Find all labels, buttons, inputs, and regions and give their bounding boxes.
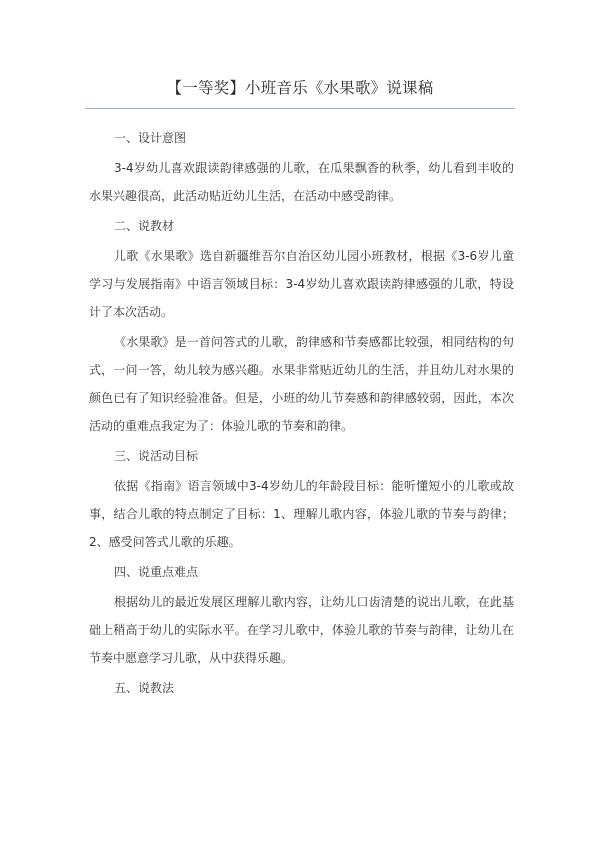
paragraph: 3-4岁幼儿喜欢跟读韵律感强的儿歌，在瓜果飘香的秋季，幼儿看到丰收的水果兴趣很高，此活动贴近幼儿生活，在活动中感受韵律。 (89, 161, 514, 203)
page-title: 【一等奖】小班音乐《水果歌》说课稿 (166, 79, 434, 97)
section-heading: 二、说教材 (114, 219, 175, 233)
section-activity-goals (89, 442, 514, 556)
section-heading: 四、说重点难点 (114, 565, 199, 579)
paragraph: 儿歌《水果歌》选自新疆维吾尔自治区幼儿园小班教材，根据《3-6岁儿童学习与发展指南》中语言领域目标：3-4岁幼儿喜欢跟读韵律感强的儿歌，特设计了本次活动。 (89, 249, 514, 319)
section-design-intent (89, 124, 514, 210)
section-teaching-material (89, 212, 514, 440)
document-body (89, 124, 514, 704)
title-divider (85, 108, 515, 109)
paragraph: 《水果歌》是一首问答式的儿歌，韵律感和节奏感都比较强，相同结构的句式，一问一答，幼儿较为感兴趣。水果非常贴近幼儿的生活，并且幼儿对水果的颜色已有了知识经验准备。但是，小班的幼儿节奏感和韵律感较弱，因此，本次活动的重难点我定为了：体验儿歌的节奏和韵律。 (89, 335, 514, 433)
section-heading: 五、说教法 (114, 681, 175, 695)
section-key-difficulties (89, 558, 514, 672)
section-teaching-method (89, 674, 514, 702)
section-heading: 三、说活动目标 (114, 449, 199, 463)
paragraph: 根据幼儿的最近发展区理解儿歌内容，让幼儿口齿清楚的说出儿歌，在此基础上稍高于幼儿的实际水平。在学习儿歌中，体验儿歌的节奏与韵律，让幼儿在节奏中愿意学习儿歌，从中获得乐趣。 (89, 595, 514, 665)
section-heading: 一、设计意图 (114, 131, 187, 145)
paragraph: 依据《指南》语言领域中3-4岁幼儿的年龄段目标：能听懂短小的儿歌或故事，结合儿歌的特点制定了目标：1、理解儿歌内容，体验儿歌的节奏与韵律；2、感受问答式儿歌的乐趣。 (89, 479, 514, 549)
